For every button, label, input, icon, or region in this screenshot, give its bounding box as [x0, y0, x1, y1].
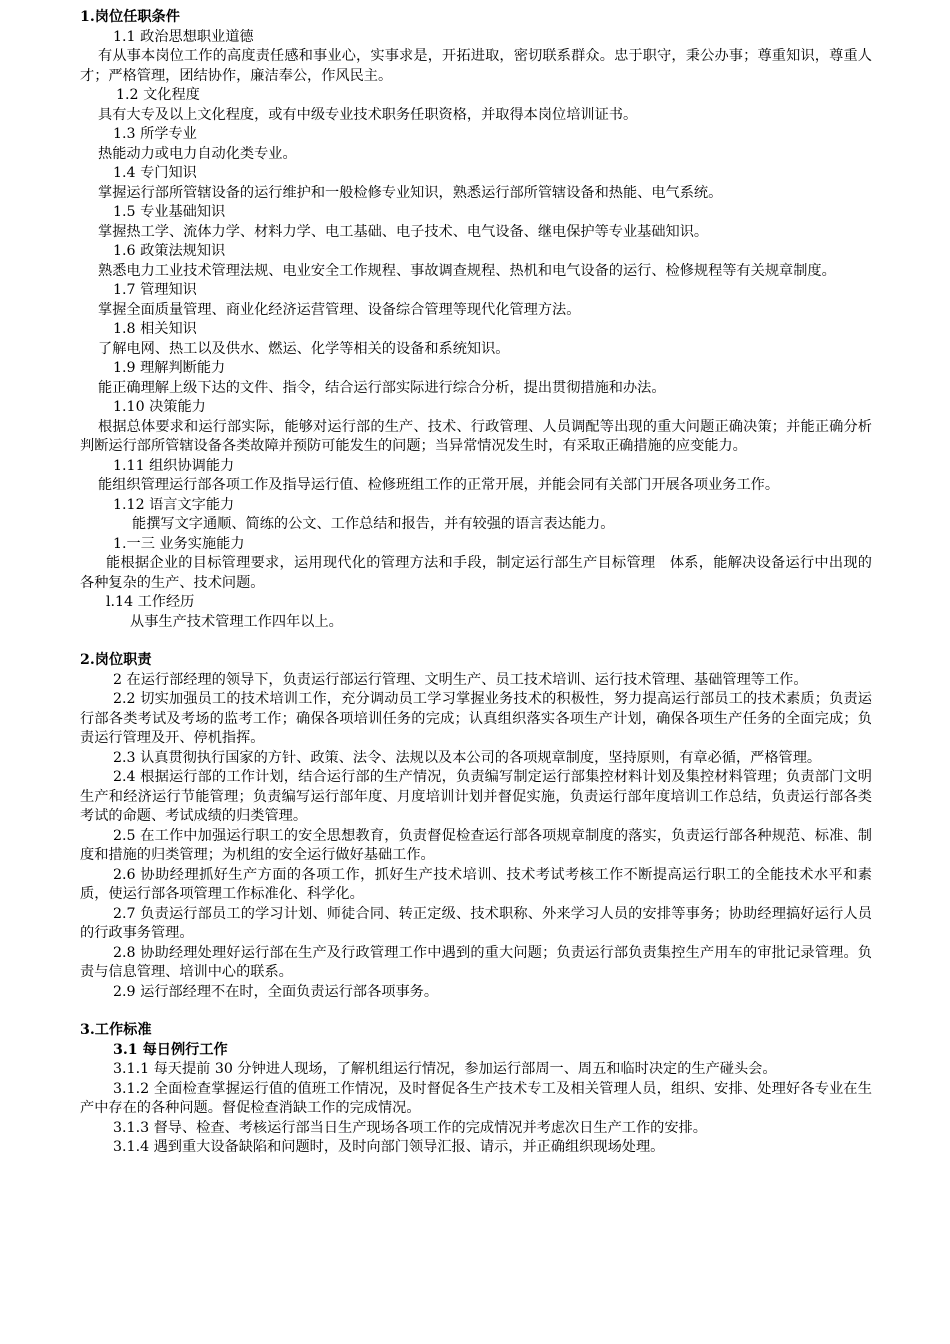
item-heading: 1.5 专业基础知识	[113, 204, 226, 220]
duty-item: 2.4 根据运行部的工作计划，结合运行部的生产情况，负责编写制定运行部集控材料计划及集控材料管理；负责部门文明生产和经济运行节能管理；负责编写运行部年度、月度培训计划并督促实施，负责运行部年度培训工作总结，负责运行部各类考试的命题、考试成绩的归类管理。	[80, 769, 872, 824]
standard-item: 3.1.2 全面检查掌握运行值的值班工作情况，及时督促各生产技术专工及相关管理人员，组织、安排、处理好各专业在生产中存在的各种问题。督促检查消缺工作的完成情况。	[80, 1080, 872, 1116]
duty-item: 2.6 协助经理抓好生产方面的各项工作，抓好生产技术培训、技术考试考核工作不断提高运行职工的全能技术水平和素质，使运行部各项管理工作标准化、科学化。	[80, 866, 872, 902]
duty-item: 2.7 负责运行部员工的学习计划、师徒合同、转正定级、技术职称、外来学习人员的安排等事务；协助经理搞好运行人员的行政事务管理。	[80, 905, 872, 941]
section-title: 3.工作标准	[80, 1022, 152, 1038]
item-heading: 1.8 相关知识	[113, 321, 197, 337]
item-text: 有从事本岗位工作的高度责任感和事业心，实事求是，开拓进取，密切联系群众。忠于职守，秉公办事；尊重知识，尊重人才；严格管理，团结协作，廉洁奉公，作风民主。	[80, 48, 872, 84]
item-heading: 1.4 专门知识	[113, 165, 197, 181]
item-text: 根据总体要求和运行部实际，能够对运行部的生产、技术、行政管理、人员调配等出现的重大问题正确决策；并能正确分析判断运行部所管辖设备各类故障并预防可能发生的问题；当异常情况发生时，有采取正确措施的应变能力。	[80, 418, 872, 454]
item-heading: 1.11 组织协调能力	[113, 457, 235, 474]
item-text: 能根据企业的目标管理要求，运用现代化的管理方法和手段，制定运行部生产目标管理 体系，能解决设备运行中出现的各种复杂的生产、技术问题。	[80, 555, 872, 591]
document-page	[80, 8, 872, 1158]
item-text: 掌握热工学、流体力学、材料力学、电工基础、电子技术、电气设备、继电保护等专业基础知识。	[98, 223, 709, 240]
item-heading: 1.6 政策法规知识	[113, 243, 226, 259]
item-text: 热能动力或电力自动化类专业。	[98, 145, 297, 162]
item-heading: 1.7 管理知识	[113, 282, 197, 298]
duty-item: 2.8 协助经理处理好运行部在生产及行政管理工作中遇到的重大问题；负责运行部负责集控生产用车的审批记录管理。负责与信息管理、培训中心的联系。	[80, 944, 872, 980]
item-heading: 1.1 政治思想职业道德	[113, 28, 254, 45]
duty-item: 2 在运行部经理的领导下，负责运行部运行管理、文明生产、员工技术培训、运行技术管理、基础管理等工作。	[113, 671, 808, 688]
item-heading: 1.9 理解判断能力	[113, 360, 226, 376]
item-text: 掌握运行部所管辖设备的运行维护和一般检修专业知识，熟悉运行部所管辖设备和热能、电气系统。	[98, 184, 723, 201]
item-text: 能正确理解上级下达的文件、指令，结合运行部实际进行综合分析，提出贯彻措施和办法。	[98, 379, 666, 396]
item-heading: 1.3 所学专业	[113, 126, 197, 142]
standard-item: 3.1.4 遇到重大设备缺陷和问题时，及时向部门领导汇报、请示，并正确组织现场处理。	[113, 1139, 665, 1155]
section-title: 2.岗位职责	[80, 652, 152, 668]
item-heading: 1.一三 业务实施能力	[113, 535, 245, 552]
duty-item: 2.9 运行部经理不在时，全面负责运行部各项事务。	[113, 983, 439, 1000]
item-text: 熟悉电力工业技术管理法规、电业安全工作规程、事故调查规程、热机和电气设备的运行、检修规程等有关规章制度。	[98, 262, 836, 279]
item-text: 能组织管理运行部各项工作及指导运行值、检修班组工作的正常开展，并能会同有关部门开展各项业务工作。	[98, 477, 780, 493]
item-text: 从事生产技术管理工作四年以上。	[130, 613, 343, 630]
section-title: 1.岗位任职条件	[80, 9, 180, 25]
duty-item: 2.5 在工作中加强运行职工的安全思想教育，负责督促检查运行部各项规章制度的落实，负责运行部各种规范、标准、制度和措施的归类管理；为机组的安全运行做好基础工作。	[80, 827, 872, 863]
duty-item: 2.2 切实加强员工的技术培训工作，充分调动员工学习掌握业务技术的积极性，努力提高运行部员工的技术素质；负责运行部各类考试及考场的监考工作；确保各项培训任务的完成；认真组织落实各项生产计划，确保各项生产任务的全面完成；负责运行管理及开、停机指挥。	[80, 691, 872, 746]
duty-item: 2.3 认真贯彻执行国家的方针、政策、法令、法规以及本公司的各项规章制度，坚持原则，有章必循，严格管理。	[113, 749, 822, 766]
item-heading: 1.12 语言文字能力	[113, 496, 235, 513]
subsection-title: 3.1 每日例行工作	[113, 1041, 228, 1058]
item-heading: l.14 工作经历	[106, 594, 195, 610]
standard-item: 3.1.1 每天提前 30 分钟进人现场，了解机组运行情况，参加运行部周一、周五和临时决定的生产碰头会。	[113, 1061, 777, 1077]
item-text: 掌握全面质量管理、商业化经济运营管理、设备综合管理等现代化管理方法。	[98, 301, 581, 318]
standard-item: 3.1.3 督导、检查、考核运行部当日生产现场各项工作的完成情况并考虑次日生产工作的安排。	[113, 1119, 707, 1136]
item-heading: 1.2 文化程度	[116, 87, 200, 103]
item-heading: 1.10 决策能力	[113, 399, 206, 415]
item-text: 能撰写文字通顺、简练的公文、工作总结和报告，并有较强的语言表达能力。	[132, 516, 615, 532]
item-text: 具有大专及以上文化程度，或有中级专业技术职务任职资格，并取得本岗位培训证书。	[98, 106, 638, 123]
item-text: 了解电网、热工以及供水、燃运、化学等相关的设备和系统知识。	[98, 340, 510, 357]
